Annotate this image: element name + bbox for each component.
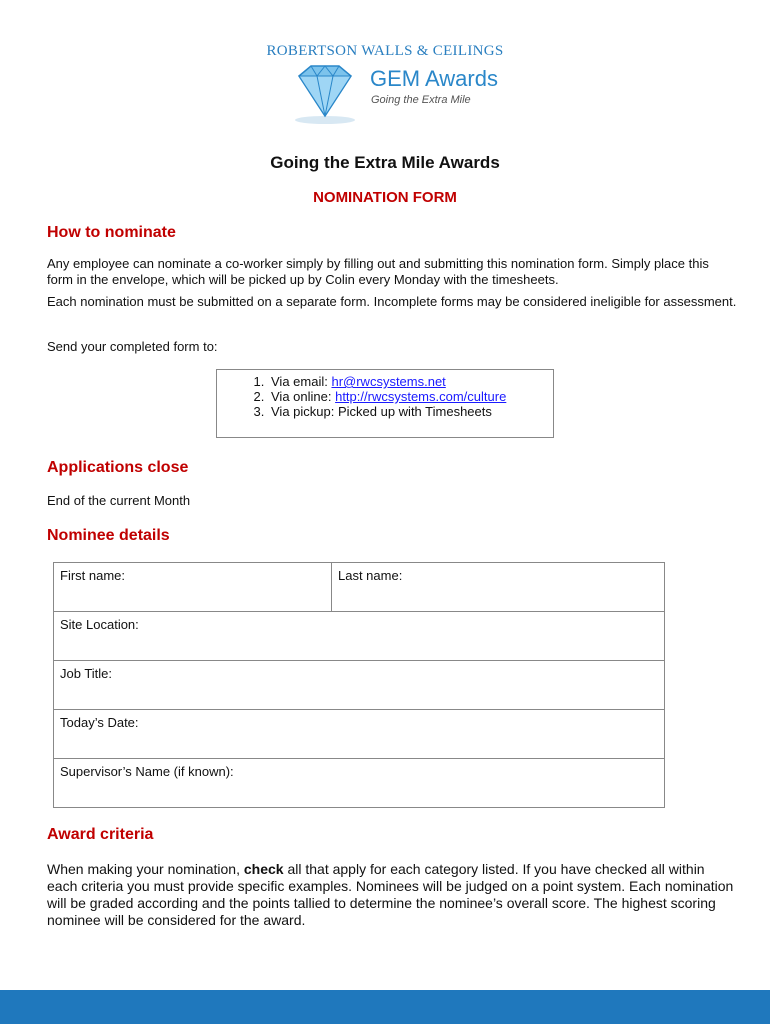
applications-close-text: End of the current Month xyxy=(47,493,191,508)
applications-close-heading: Applications close xyxy=(47,459,189,476)
footer-bar xyxy=(0,990,770,1024)
page-title: Going the Extra Mile Awards xyxy=(270,153,500,172)
form-subtitle: NOMINATION FORM xyxy=(313,189,457,206)
program-title: GEM Awards xyxy=(370,66,498,91)
check-emphasis: check xyxy=(243,861,284,877)
nominee-details-table xyxy=(53,562,665,808)
how-to-nominate-paragraph: Any employee can nominate a co-worker simply by filling out and submitting this nomination form. Simply place this form in the envelope, which will be picked up by Colin every Monday with the timesheets. xyxy=(47,256,709,287)
submission-methods-box xyxy=(216,369,554,438)
method-email: 1. Via email: hr@rwcsystems.net xyxy=(268,374,553,389)
method-online: 2. Via online: http://rwcsystems.com/culture xyxy=(268,389,553,404)
first-name-field[interactable]: First name: xyxy=(54,563,332,612)
company-name: ROBERTSON WALLS & CEILINGS xyxy=(266,43,504,59)
supervisor-name-field[interactable]: Supervisor’s Name (if known): xyxy=(54,759,665,808)
send-label: Send your completed form to: xyxy=(47,339,218,354)
last-name-field[interactable]: Last name: xyxy=(332,563,665,612)
separate-form-paragraph: Each nomination must be submitted on a separate form. Incomplete forms may be considered ineligible for assessment. xyxy=(47,294,737,309)
todays-date-field[interactable]: Today’s Date: xyxy=(54,710,665,759)
site-location-field[interactable]: Site Location: xyxy=(54,612,665,661)
award-criteria-paragraph: When making your nomination, check all that apply for each category listed. If you have checked all within each criteria you must provide specific examples. Nominees will be judged on a point system. Each nomination will be graded according and the points tallied to determine the nominee’s overall score. The highest scoring nominee will be considered for the award. xyxy=(47,861,734,928)
award-criteria-heading: Award criteria xyxy=(47,826,154,843)
submission-methods-list xyxy=(217,374,553,419)
program-tagline: Going the Extra Mile xyxy=(371,94,471,106)
culture-url-link[interactable]: http://rwcsystems.com/culture xyxy=(335,389,507,404)
nominee-details-heading: Nominee details xyxy=(47,527,170,544)
email-link[interactable]: hr@rwcsystems.net xyxy=(331,374,446,389)
how-to-nominate-heading: How to nominate xyxy=(47,224,176,241)
job-title-field[interactable]: Job Title: xyxy=(54,661,665,710)
method-pickup: 3. Via pickup: Picked up with Timesheets xyxy=(268,404,553,419)
diamond-logo-icon xyxy=(285,62,365,126)
